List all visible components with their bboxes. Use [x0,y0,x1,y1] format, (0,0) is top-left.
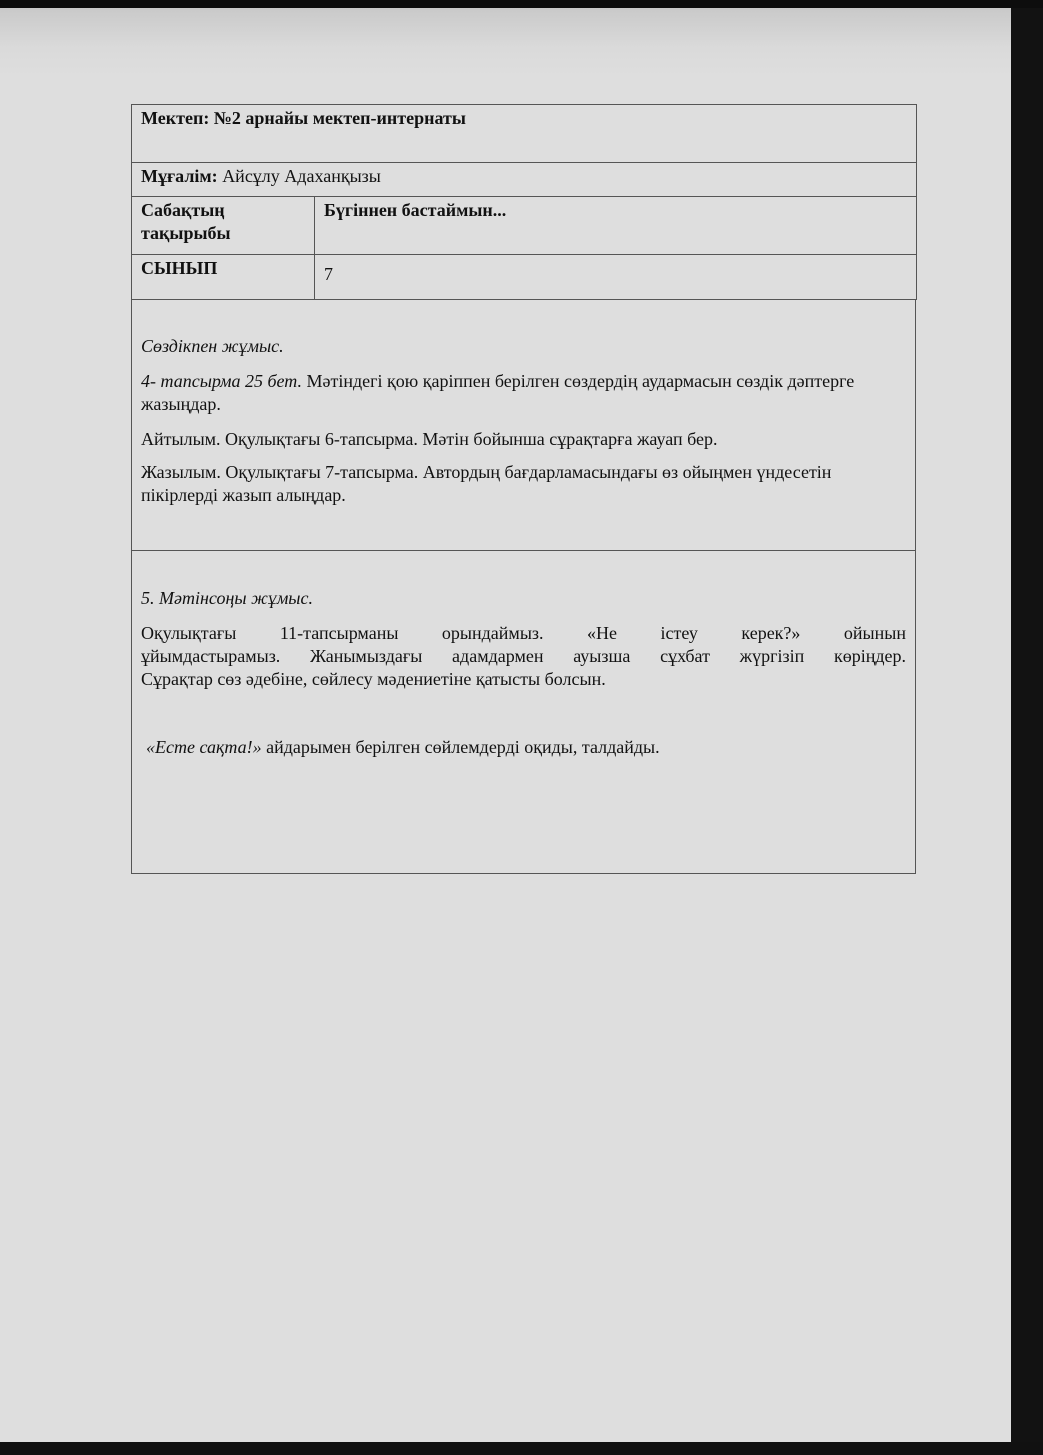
teacher-name: Айсұлу Адаханқызы [222,166,381,186]
class-row [132,255,917,300]
post-text-section [131,551,916,874]
class-label: СЫНЫП [132,255,315,300]
teacher-row [132,163,917,197]
vocabulary-section [131,300,916,551]
topic-value: Бүгіннен бастаймын... [315,197,917,255]
school-row [132,105,917,163]
task11-line-1: Оқулықтағы 11-тапсырманы орындаймыз. «Не істеу керек?» ойынын [141,623,906,643]
task4-paragraph [141,370,906,416]
task11-line-3: Сұрақтар сөз әдебіне, сөйлесу мәдениетіне қатысты болсын. [141,669,606,689]
task4-reference: 4- тапсырма 25 бет. [141,371,303,391]
task11-line-2: ұйымдастырамыз. Жанымыздағы адамдармен ауызша сұхбат жүргізіп көріңдер. [141,646,906,666]
speaking-task: Айтылым. Оқулықтағы 6-тапсырма. Мәтін бойынша сұрақтарға жауап бер. [141,429,718,449]
school-label: Мектеп: №2 арнайы мектеп-интернаты [132,105,917,163]
remember-heading: «Есте сақта!» [146,737,262,757]
teacher-label: Мұғалім: [141,166,218,186]
remember-text: айдарымен берілген сөйлемдерді оқиды, талдайды. [261,737,660,757]
section2-heading: 5. Мәтінсоңы жұмыс. [141,588,313,608]
task4-text: Мәтіндегі қою қаріппен берілген сөздердің аудармасын сөздік дәптерге жазыңдар. [141,371,855,414]
remember-paragraph [141,736,906,759]
document-page [0,8,1011,1442]
bottom-bar [0,1442,1043,1455]
top-bar [0,0,1043,8]
lesson-plan [131,104,916,874]
topic-row [132,197,917,255]
section1-heading: Сөздікпен жұмыс. [141,336,284,356]
teacher-cell [132,163,917,197]
info-table [131,104,917,300]
writing-task: Жазылым. Оқулықтағы 7-тапсырма. Автордың бағдарламасындағы өз ойыңмен үндесетін пікірлерді жазып алыңдар. [141,462,832,505]
topic-label: Сабақтың тақырыбы [132,197,315,255]
class-value: 7 [315,255,917,300]
